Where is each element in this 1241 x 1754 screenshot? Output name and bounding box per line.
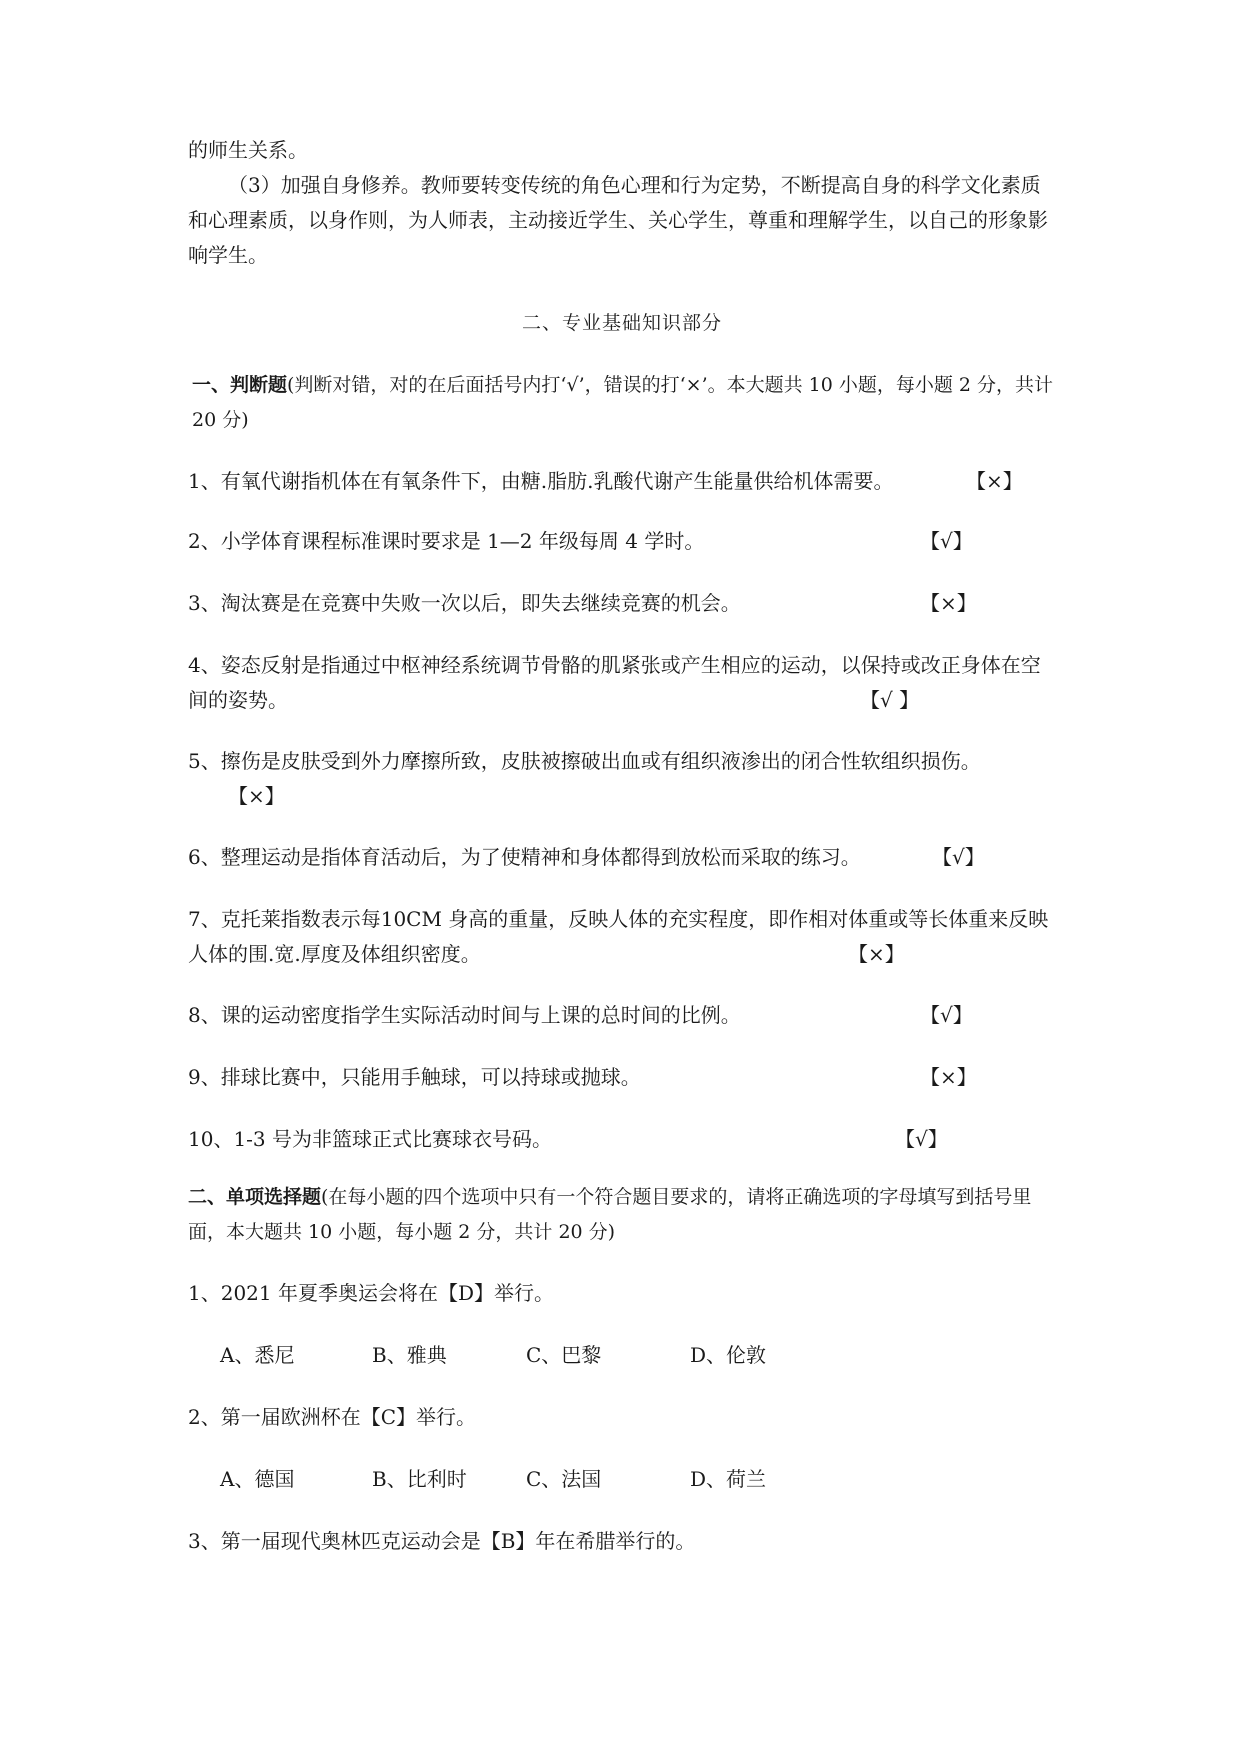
tf-answer-8: 【√】 [920,1003,973,1027]
tf-question-10: 10、1-3 号为非篮球正式比赛球衣号码。 [188,1127,553,1151]
tf-question-4: 4、姿态反射是指通过中枢神经系统调节骨骼的肌紧张或产生相应的运动，以保持或改正身体在空间的姿势。 [188,653,1041,712]
mc-option: D、伦敦 [690,1343,767,1367]
tf-answer-1: 【×】 [966,469,1023,493]
mc-question-1: 1、2021 年夏季奥运会将在【D】举行。 [188,1281,555,1305]
tf-answer-4: 【√ 】 [860,688,920,712]
mc-heading: 二、单项选择题 [188,1186,322,1208]
mc-option: D、荷兰 [690,1467,767,1491]
tf-question-1: 1、有氧代谢指机体在有氧条件下，由糖.脂肪.乳酸代谢产生能量供给机体需要。 [188,469,894,493]
intro-paragraph-1: 的师生关系。 [188,138,308,162]
tf-question-3: 3、淘汰赛是在竞赛中失败一次以后，即失去继续竞赛的机会。 [188,591,741,615]
tf-instructions: (判断对错，对的在后面括号内打‘√’，错误的打‘×’。本大题共 10 小题，每小题 2 分，共计 20 分) [192,374,1054,431]
tf-answer-2: 【√】 [920,529,973,553]
tf-heading: 一、判断题 [192,374,288,396]
mc-section-header [188,1180,1058,1250]
mc-question-3: 3、第一届现代奥林匹克运动会是【B】年在希腊举行的。 [188,1529,696,1553]
intro-paragraph-2: （3）加强自身修养。教师要转变传统的角色心理和行为定势，不断提高自身的科学文化素质和心理素质，以身作则，为人师表，主动接近学生、关心学生，尊重和理解学生，以自己的形象影响学生。 [188,173,1048,267]
mc-option: A、悉尼 [220,1343,295,1367]
tf-answer-9: 【×】 [920,1065,977,1089]
tf-question-5: 5、擦伤是皮肤受到外力摩擦所致，皮肤被擦破出血或有组织液渗出的闭合性软组织损伤。 [188,749,981,773]
tf-question-2: 2、小学体育课程标准课时要求是 1—2 年级每周 4 学时。 [188,529,705,553]
tf-answer-6: 【√】 [932,845,985,869]
tf-answer-10: 【√】 [895,1127,948,1151]
tf-answer-5: 【×】 [228,784,285,808]
tf-answer-3: 【×】 [920,591,977,615]
mc-question-2: 2、第一届欧洲杯在【C】举行。 [188,1405,477,1429]
mc-option: C、法国 [526,1467,602,1491]
tf-question-8: 8、课的运动密度指学生实际活动时间与上课的总时间的比例。 [188,1003,741,1027]
mc-option: B、比利时 [372,1467,467,1491]
mc-option: A、德国 [220,1467,295,1491]
tf-question-6: 6、整理运动是指体育活动后，为了使精神和身体都得到放松而采取的练习。 [188,845,861,869]
mc-instructions: (在每小题的四个选项中只有一个符合题目要求的，请将正确选项的字母填写到括号里面，本大题共 10 小题，每小题 2 分，共计 20 分) [188,1186,1032,1243]
mc-option: C、巴黎 [526,1343,602,1367]
tf-question-9: 9、排球比赛中，只能用手触球，可以持球或抛球。 [188,1065,641,1089]
tf-answer-7: 【×】 [848,942,905,966]
part-title: 二、专业基础知识部分 [521,312,722,334]
tf-section-header [192,368,1056,438]
tf-question-7: 7、克托莱指数表示每10CM 身高的重量，反映人体的充实程度，即作相对体重或等长体重来反映人体的围.宽.厚度及体组织密度。 [188,907,1049,966]
mc-option: B、雅典 [372,1343,447,1367]
